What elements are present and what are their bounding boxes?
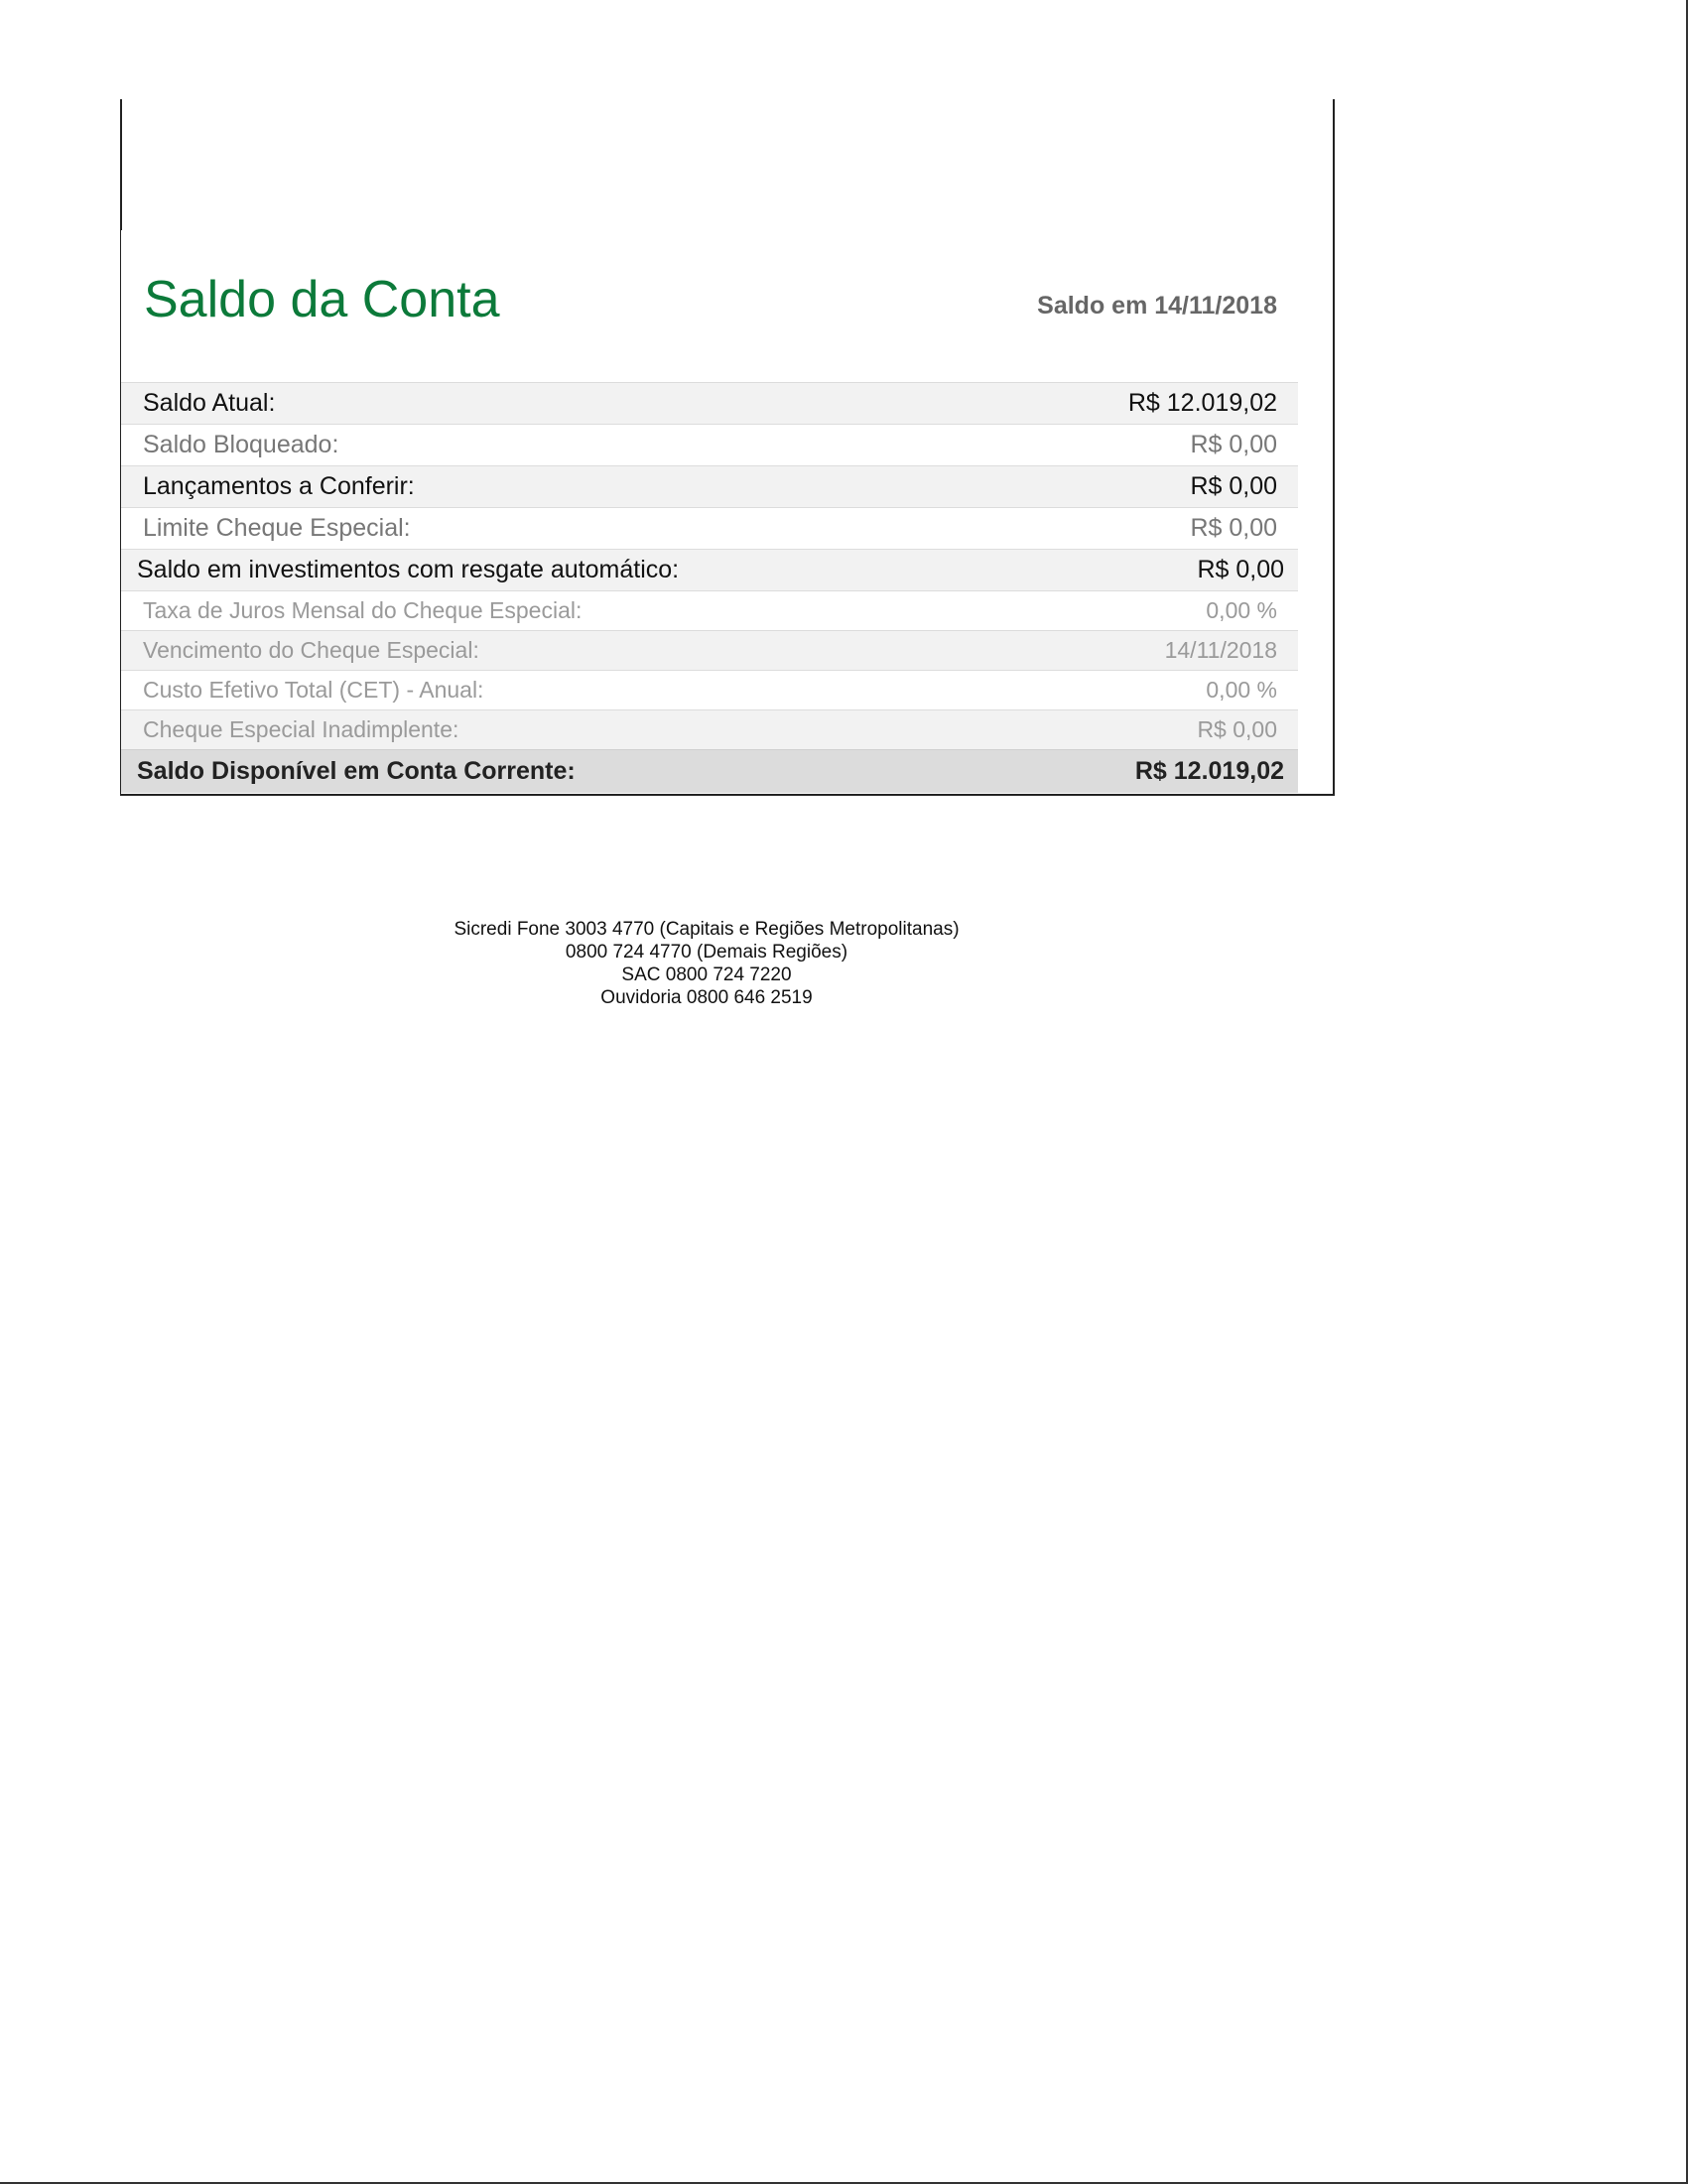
row-value: R$ 0,00 bbox=[1190, 514, 1277, 542]
row-value: 14/11/2018 bbox=[1164, 637, 1277, 663]
row-value: R$ 12.019,02 bbox=[1127, 389, 1277, 417]
row-value: R$ 0,00 bbox=[1190, 472, 1277, 500]
row-lancamentos-a-conferir bbox=[121, 465, 1298, 507]
row-label: Vencimento do Cheque Especial: bbox=[143, 637, 479, 663]
row-value: R$ 0,00 bbox=[1197, 716, 1277, 742]
row-value: R$ 0,00 bbox=[1190, 431, 1277, 458]
footer-line-sac: SAC 0800 724 7220 bbox=[621, 964, 792, 985]
row-label: Saldo Bloqueado: bbox=[143, 431, 339, 458]
row-cheque-inadimplente bbox=[121, 709, 1298, 749]
row-limite-cheque-especial bbox=[121, 507, 1298, 549]
balance-date: Saldo em 14/11/2018 bbox=[1037, 292, 1277, 320]
footer-line-phone: Sicredi Fone 3003 4770 (Capitais e Regiões Metropolitanas) bbox=[454, 919, 960, 940]
row-label: Limite Cheque Especial: bbox=[143, 514, 411, 542]
total-value: R$ 12.019,02 bbox=[1134, 757, 1284, 785]
row-saldo-disponivel bbox=[121, 749, 1298, 793]
row-label: Custo Efetivo Total (CET) - Anual: bbox=[143, 677, 484, 703]
row-vencimento-cheque bbox=[121, 630, 1298, 670]
row-saldo-bloqueado bbox=[121, 424, 1298, 465]
row-taxa-juros bbox=[121, 590, 1298, 630]
frame-left-border-top bbox=[120, 99, 122, 230]
row-label: Saldo Atual: bbox=[143, 389, 276, 417]
contact-footer bbox=[454, 918, 959, 1009]
row-cet-anual bbox=[121, 670, 1298, 709]
row-label: Taxa de Juros Mensal do Cheque Especial: bbox=[143, 597, 583, 623]
row-label: Cheque Especial Inadimplente: bbox=[143, 716, 459, 742]
row-saldo-investimentos bbox=[121, 549, 1298, 590]
row-value: 0,00 % bbox=[1206, 677, 1277, 703]
row-value: 0,00 % bbox=[1206, 597, 1277, 623]
total-label: Saldo Disponível em Conta Corrente: bbox=[137, 757, 576, 785]
row-saldo-atual bbox=[121, 382, 1298, 424]
footer-line-other-regions: 0800 724 4770 (Demais Regiões) bbox=[565, 942, 848, 963]
frame-right-border bbox=[1333, 99, 1335, 796]
row-label: Saldo em investimentos com resgate automático: bbox=[137, 556, 680, 583]
footer-line-ouvidoria: Ouvidoria 0800 646 2519 bbox=[600, 987, 813, 1008]
row-label: Lançamentos a Conferir: bbox=[143, 472, 415, 500]
balance-table bbox=[121, 382, 1298, 793]
frame-bottom-border bbox=[120, 794, 1335, 796]
page-title: Saldo da Conta bbox=[144, 271, 500, 328]
row-value: R$ 0,00 bbox=[1197, 556, 1284, 583]
